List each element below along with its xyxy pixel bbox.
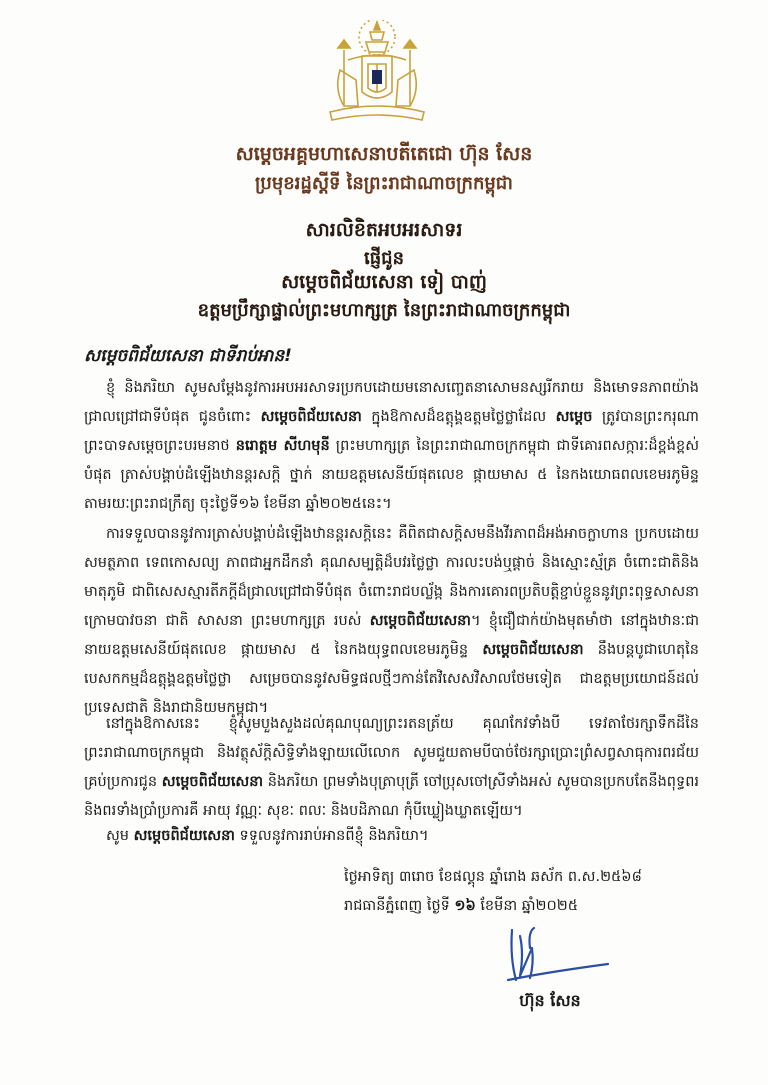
recipient-position: ឧត្តមប្រឹក្សាផ្ទាល់ព្រះមហាក្សត្រ នៃព្រះរាជាណាចក្រកម្ពុជា [197, 300, 571, 321]
text-run: ខ្ញុំ និងភរិយា សូមសម្តែងនូវការអបអរសាទរប្រកបដោយមនោសញ្ចេតនាសោមនស្សរីករាយ និងមោទនភាពយ៉ាងជ្រាលជ្រៅជាទីបំផុត ជូនចំពោះ [84, 380, 699, 425]
signatory-name: ហ៊ុន សែន [519, 991, 581, 1010]
text-run-bold: សម្តេចពិជ័យសេនា [482, 642, 584, 658]
date-suffix: ខែមីនា ឆ្នាំ២០២៥ [475, 898, 579, 914]
handwritten-signature-icon [498, 918, 618, 990]
text-run-bold: នរោត្តម សីហមុនី [235, 438, 330, 454]
paragraph-2 [84, 520, 699, 723]
text-run-bold: សម្តេច [555, 409, 593, 425]
sender-title: សម្តេចអគ្គមហាសេនាបតីតេជោ ហ៊ុន សែន [235, 143, 533, 165]
text-run: ទទួលនូវការរាប់អានពីខ្ញុំ និងភរិយា។ [234, 828, 429, 844]
text-run-bold: សម្តេចពិជ័យសេនា [161, 774, 264, 790]
text-run-bold: សម្តេចពិជ័យសេនា [369, 613, 471, 629]
recipient-name: សម្តេចពិជ័យសេនា ទៀ បាញ់ [281, 271, 487, 293]
text-run: និងភរិយា ព្រមទាំងបុត្រាបុត្រី ចៅប្រុសចៅស្រីទាំងអស់ សូមបានប្រកបតែនឹងពុទ្ធពរនិងពរទាំងប្រាំប្រការគឺ អាយុ វណ្ណៈ សុខៈ ពលៈ និងបដិភាណ កុំបីឃ្លៀងឃ្លាតឡើយ។ [84, 774, 699, 819]
paragraph-1 [84, 374, 699, 519]
place-and-date [344, 897, 578, 918]
letter-title: សារលិខិតអបអរសាទរ [305, 219, 463, 241]
text-run: ។ ខ្ញុំជឿជាក់យ៉ាងមុតមាំថា នៅក្នុងឋានៈជានាយឧត្តមសេនីយ៍ផុតលេខ ផ្កាយមាស ៥ នៃកងយុទ្ធពលខេមរភូមិន្ទ [84, 613, 700, 658]
date-day: ១៦ [454, 898, 476, 914]
text-run-bold: សម្តេចពិជ័យសេនា [133, 828, 235, 844]
text-run-bold: សម្តេចពិជ័យសេនា [260, 409, 362, 425]
salutation: សម្តេចពិជ័យសេនា ជាទីរាប់អាន! [84, 346, 292, 366]
sender-position: ប្រមុខរដ្ឋស្តីទី នៃព្រះរាជាណាចក្រកម្ពុជា [255, 173, 513, 194]
text-run: ក្នុងឱកាសដ៏ឧត្តុង្គឧត្តមថ្លៃថ្លាដែល [361, 409, 556, 425]
text-run: នឹងបន្តបូជាហេតុនៃបេសកកម្មដ៏ឧត្តុង្គឧត្តមថ្លៃថ្លា សម្រេចបាននូវសមិទ្ធផលថ្មីៗកាន់តែវិសេសវិសាលថែមទៀត ជាឧត្តមប្រយោជន៍ដល់ប្រទេសជាតិ និងរាជានិយមកម្ពុជា។ [84, 642, 699, 716]
text-run: ការទទួលបាននូវការត្រាស់បង្គាប់ដំឡើងឋានន្តរសក្តិនេះ គឺពិតជាសក្តិសមនឹងវីរភាពដ៏អង់អាចក្លាហាន ប្រកបដោយសមត្ថភាព ទេពកោសល្យ ភាពជាអ្នកដឹកនាំ គុណសម្បត្តិដ៏បវរថ្លៃថ្លា ការលះបង់ឬផ្តាច់ និងស្មោះស្ម័គ្រ ចំពោះជាតិនិងមាតុភូមិ ជាពិសេសស្មារតីភក្តីដ៏ជ្រាលជ្រៅជាទីបំផុត ចំពោះរាជបល្ល័ង្ក និងការគោរពប្រតិបត្តិខ្ជាប់ខ្ជួននូវព្រះពុទ្ធសាសនា ក្រោមបាវចនា ជាតិ សាសនា ព្រះមហាក្សត្រ របស់ [84, 526, 699, 629]
text-run: ត្រូវបានព្រះករុណា ព្រះបាទសម្តេចព្រះបរមនាថ [84, 409, 699, 454]
lunar-date: ថ្ងៃអាទិត្យ ៣រោច ខែផល្គុន ឆ្នាំរោង ឆស័ក ព.ស.២៥៦៨ [344, 869, 642, 885]
paragraph-4 [84, 822, 699, 851]
text-run: សូម [106, 828, 134, 844]
text-run: ព្រះមហាក្សត្រ នៃព្រះរាជាណាចក្រកម្ពុជា ជាទីគោរពសក្ការៈដ៏ខ្ពង់ខ្ពស់បំផុត ត្រាស់បង្គាប់ដំឡើងឋានន្តរសក្តិ ថ្នាក់ នាយឧត្តមសេនីយ៍ផុតលេខ ផ្កាយមាស ៥ នៃកងយោធពលខេមរភូមិន្ទ តាមរយៈព្រះរាជក្រឹត្យ ចុះថ្ងៃទី១៦ ខែមីនា ឆ្នាំ២០២៥នេះ។ [84, 438, 699, 512]
royal-coat-of-arms-icon [318, 20, 436, 126]
date-prefix: រាជធានីភ្នំពេញ ថ្ងៃទី [344, 898, 455, 914]
text-run: នៅក្នុងឱកាសនេះ ខ្ញុំសូមបួងសួងដល់គុណបុណ្យព្រះរតនត្រ័យ គុណកែវទាំងបី ទេវតាថែរក្សាទឹកដីនៃព្រះរាជាណាចក្រកម្ពុជា និងវត្ថុស័ក្តិសិទ្ធិទាំងឡាយលើលោក សូមជួយតាមបីបាច់ថែរក្សាប្រោះព្រំសព្វសាធុការពរជ័យគ្រប់ប្រការជូន [84, 716, 699, 790]
letter-to-label: ផ្ញើជូន [364, 248, 404, 269]
paragraph-3 [84, 710, 699, 826]
